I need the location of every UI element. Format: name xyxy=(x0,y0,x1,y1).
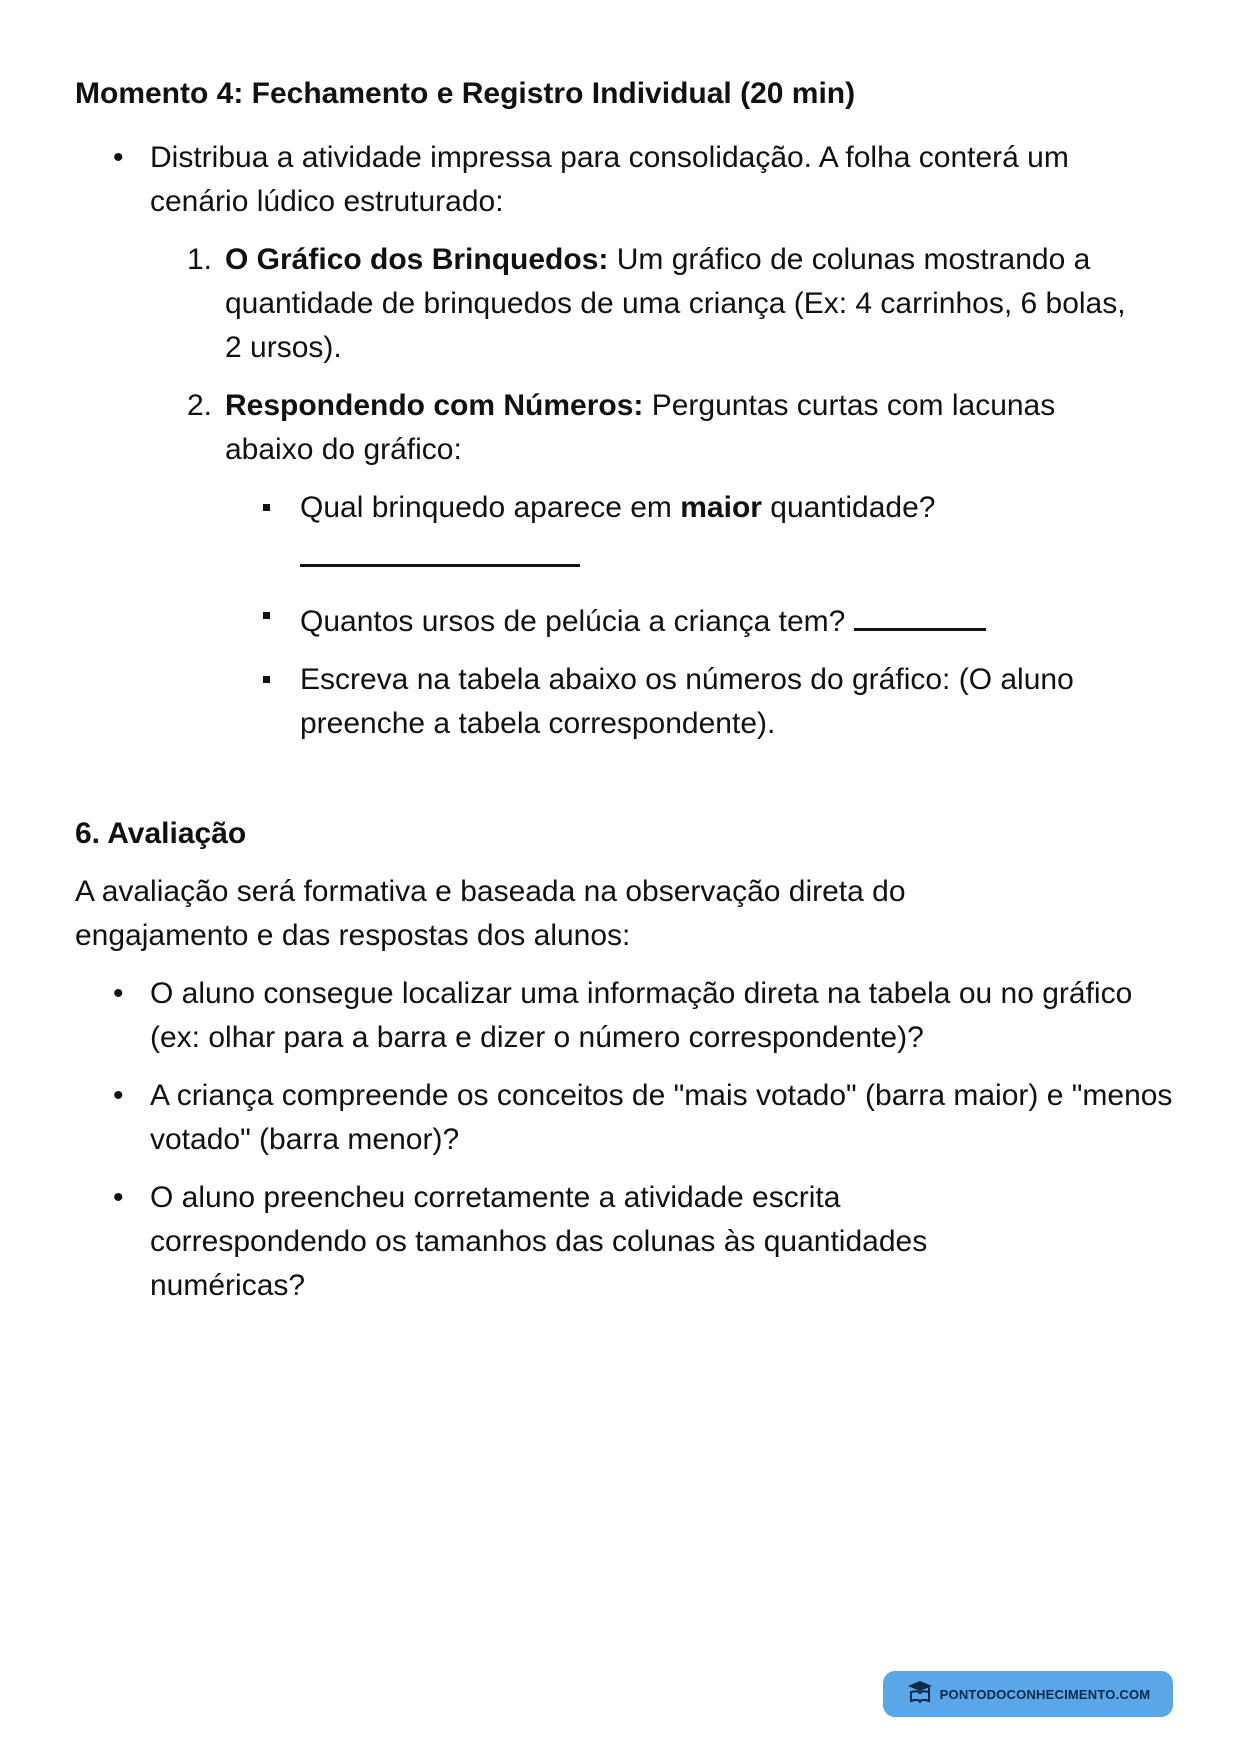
numbered-item-1 xyxy=(75,238,1175,370)
list-item xyxy=(75,1176,1175,1308)
item-number: 1. xyxy=(187,243,213,276)
item-text: Um gráfico de colunas mostrando a quantidade de brinquedos de uma criança (Ex: 4 carrinhos, 6 bolas, 2 ursos). xyxy=(225,243,1126,364)
document-page xyxy=(75,72,1175,1308)
logo-text: PONTODOCONHECIMENTO.COM xyxy=(939,1686,1151,1702)
sub-item-1 xyxy=(75,486,1175,580)
avaliacao-intro: A avaliação será formativa e baseada na observação direta do engajamento e das respostas dos alunos: xyxy=(75,875,906,952)
square-bullet-icon xyxy=(263,612,270,619)
square-bullet-icon xyxy=(263,504,270,511)
list-item xyxy=(75,972,1175,1060)
numbered-item-2 xyxy=(75,384,1175,472)
site-logo[interactable] xyxy=(883,1671,1173,1717)
square-bullet-icon xyxy=(263,676,270,683)
bullet-icon: • xyxy=(113,1181,124,1214)
bullet-text: O aluno preencheu corretamente a atividade escrita correspondendo os tamanhos das colunas às quantidades numéricas? xyxy=(150,1181,928,1302)
list-item xyxy=(75,1074,1175,1162)
bullet-text: Distribua a atividade impressa para consolidação. A folha conterá um cenário lúdico estruturado: xyxy=(150,141,1069,218)
sub-text-after: quantidade? xyxy=(761,491,936,524)
sub-text-bold: maior xyxy=(680,491,762,524)
sub-text: Quantos ursos de pelúcia a criança tem? xyxy=(300,605,846,638)
item-number: 2. xyxy=(187,389,213,422)
answer-blank xyxy=(300,530,580,567)
item-text: Perguntas curtas com lacunas abaixo do gráfico: xyxy=(225,389,1056,466)
item-bold-label: O Gráfico dos Brinquedos: xyxy=(225,243,609,276)
graduation-book-icon xyxy=(906,1679,934,1710)
sub-text: Escreva na tabela abaixo os números do gráfico: (O aluno preenche a tabela correspondente). xyxy=(300,663,1074,740)
bullet-icon: • xyxy=(113,141,124,174)
item-bold-label: Respondendo com Números: xyxy=(225,389,644,422)
avaliacao-heading: 6. Avaliação xyxy=(75,817,247,850)
sub-item-2 xyxy=(75,594,1175,644)
list-item xyxy=(75,136,1175,224)
bullet-text: O aluno consegue localizar uma informação direta na tabela ou no gráfico (ex: olhar para a barra e dizer o número correspondente)? xyxy=(150,977,1133,1054)
bullet-icon: • xyxy=(113,977,124,1010)
bullet-icon: • xyxy=(113,1079,124,1112)
answer-blank xyxy=(854,594,986,631)
bullet-text: A criança compreende os conceitos de "mais votado" (barra maior) e "menos votado" (barra menor)? xyxy=(150,1079,1173,1156)
momento-heading: Momento 4: Fechamento e Registro Individual (20 min) xyxy=(75,77,856,110)
sub-text-before: Qual brinquedo aparece em xyxy=(300,491,681,524)
sub-item-3 xyxy=(75,658,1175,746)
